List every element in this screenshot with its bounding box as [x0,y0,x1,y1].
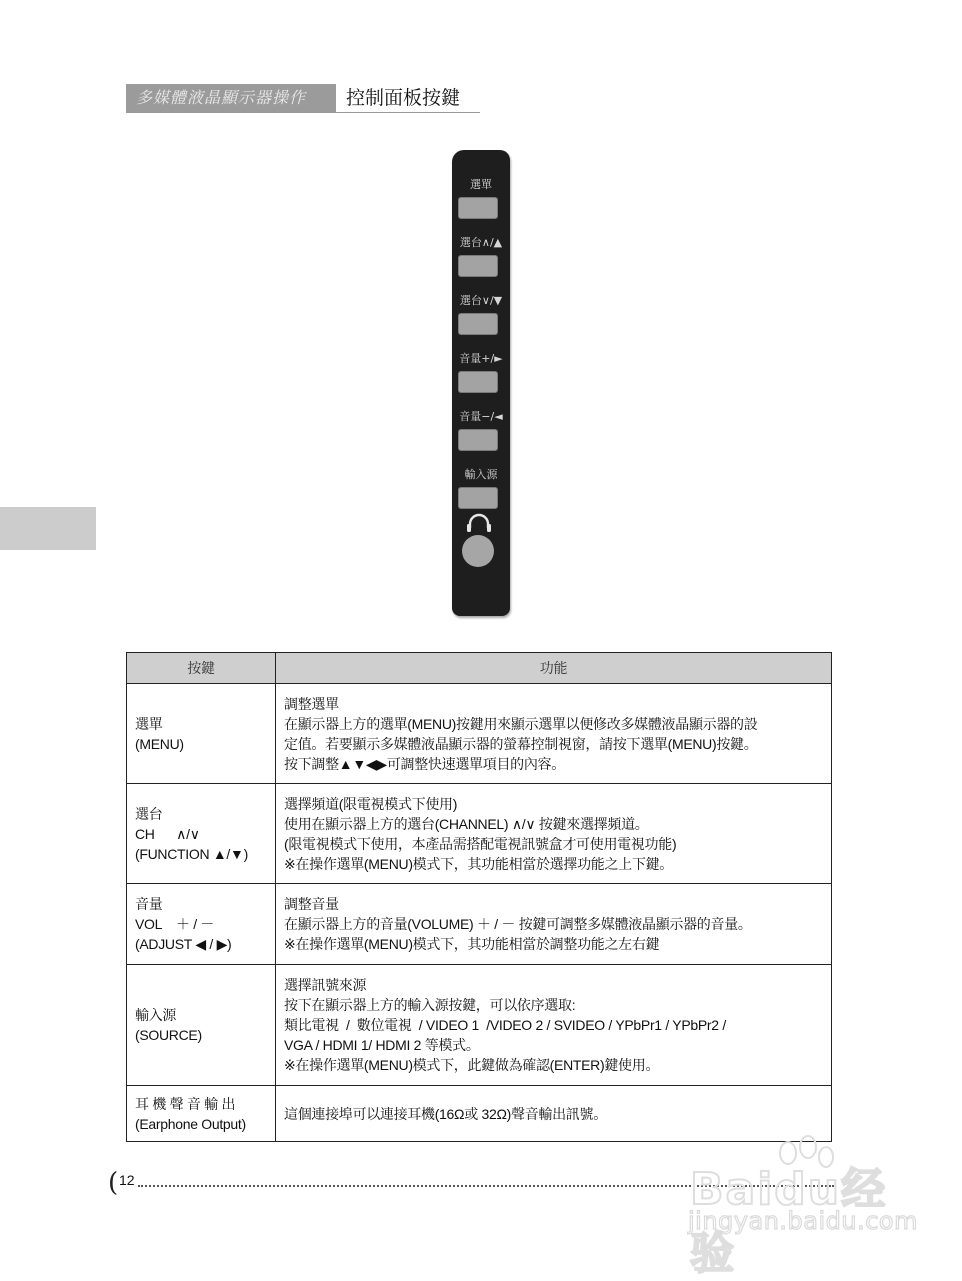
key-cell [127,884,276,965]
function-text: 使用在顯示器上方的選台(CHANNEL) ∧/∨ 按鍵來選擇頻道。 [284,815,649,832]
key-name: 音量 [135,896,163,912]
panel-button-channel-up [458,255,498,277]
header-function: 功能 [276,653,832,684]
panel-label-source: 輸入源 [464,468,498,481]
key-name: 輸入源 [135,1007,177,1023]
panel-button-menu [458,197,498,219]
table-row-earphone [127,1086,832,1142]
function-note: ※在操作選單(MENU)模式下，其功能相當於調整功能之左右鍵 [284,936,660,952]
panel-label-menu: 選單 [470,178,492,191]
function-cell [276,684,832,784]
headphones-icon [465,512,493,534]
panel-button-source [458,487,498,509]
key-code: CH ∧/∨ [135,825,200,842]
function-note: (限電視模式下使用，本產品需搭配電視訊號盒才可使用電視功能) [284,835,677,852]
header-key: 按鍵 [127,653,276,684]
page-header [126,84,480,113]
table-header-row [127,653,832,684]
panel-label-channel-up: 選台∧/▲ [459,236,503,249]
function-text: 這個連接埠可以連接耳機(16Ω或 32Ω)聲音輸出訊號。 [284,1105,607,1122]
function-title: 調整選單 [284,695,339,712]
key-code: (MENU) [135,735,184,752]
key-alt-function: (ADJUST ◀ / ▶) [135,936,232,952]
function-text: 按下調整▲▼◀▶可調整快速選單項目的內容。 [284,755,565,772]
chapter-tab [0,507,96,550]
footer-dotted-rule [138,1185,834,1187]
watermark-logo: Baidu经验 [690,1164,888,1279]
key-code: (Earphone Output) [135,1115,246,1132]
function-title: 選擇訊號來源 [284,977,367,993]
table-row-volume [127,884,832,965]
function-title: 調整音量 [284,896,339,912]
function-text: VGA / HDMI 1/ HDMI 2 等模式。 [284,1037,480,1053]
key-cell [127,1086,276,1142]
page-title: 控制面板按鍵 [346,87,461,109]
key-cell [127,784,276,884]
function-text: 在顯示器上方的選單(MENU)按鍵用來顯示選單以便修改多媒體液晶顯示器的設 [284,715,758,732]
function-text: 定值。若要顯示多媒體液晶顯示器的螢幕控制視窗，請按下選單(MENU)按鍵。 [284,735,758,752]
table-row-channel [127,784,832,884]
function-note: ※在操作選單(MENU)模式下，此鍵做為確認(ENTER)鍵使用。 [284,1057,660,1073]
function-cell [276,884,832,965]
key-name: 選單 [135,715,163,732]
page-number: 12 [119,1172,135,1188]
panel-label-volume-down: 音量−/◄ [459,410,503,423]
button-function-table [126,652,832,1142]
panel-label-volume-up: 音量+/► [459,352,503,365]
key-code: VOL ＋ / － [135,916,215,932]
function-text: 按下在顯示器上方的輸入源按鍵，可以依序選取: [284,997,576,1013]
panel-button-channel-down [458,313,498,335]
function-cell [276,1086,832,1142]
page-footer [108,1168,834,1198]
function-text: 類比電視 / 數位電視 / VIDEO 1 /VIDEO 2 / SVIDEO / YPbPr1 / YPbPr2 / [284,1017,726,1033]
section-title: 多媒體液晶顯示器操作 [126,84,336,112]
footer-bracket: ( [108,1168,119,1198]
panel-button-volume-down [458,429,498,451]
key-cell [127,684,276,784]
table-row-menu [127,684,832,784]
panel-label-channel-down: 選台∨/▼ [459,294,503,307]
key-name: 耳 機 聲 音 輸 出 [135,1095,236,1112]
key-alt-function: (FUNCTION ▲/▼) [135,845,248,862]
panel-button-volume-up [458,371,498,393]
function-cell [276,965,832,1086]
key-name: 選台 [135,805,163,822]
key-code: (SOURCE) [135,1027,202,1043]
key-cell [127,965,276,1086]
earphone-jack [462,535,494,567]
watermark-url: jingyan.baidu.com [688,1207,918,1235]
function-title: 選擇頻道(限電視模式下使用) [284,795,458,812]
table-row-source [127,965,832,1086]
function-text: 在顯示器上方的音量(VOLUME) ＋ / － 按鍵可調整多媒體液晶顯示器的音量。 [284,916,752,932]
function-note: ※在操作選單(MENU)模式下，其功能相當於選擇功能之上下鍵。 [284,855,673,872]
control-panel-illustration [452,150,510,616]
function-cell [276,784,832,884]
